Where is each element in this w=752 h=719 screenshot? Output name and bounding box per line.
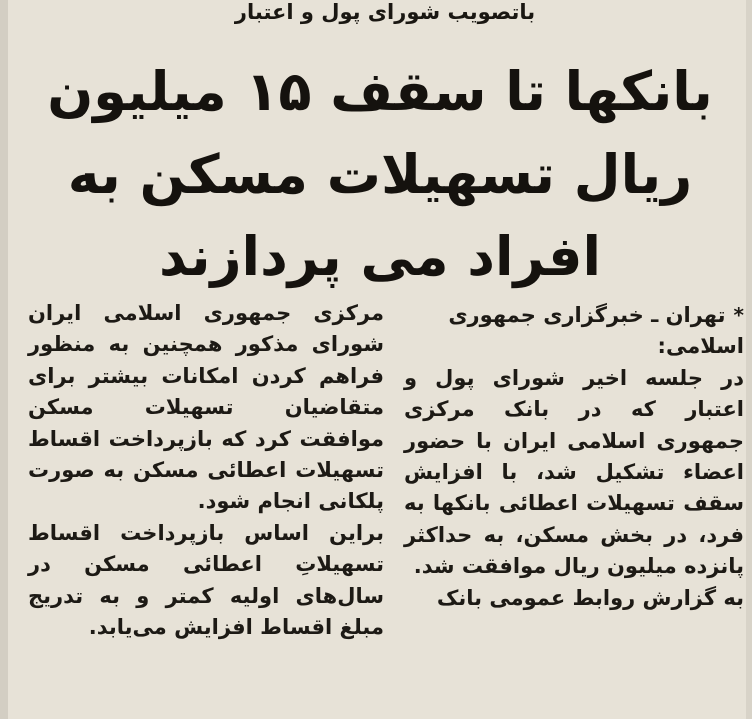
dateline-text: تهران ـ خبرگزاری جمهوری اسلامی: xyxy=(448,303,744,359)
headline-line-3: افراد می پردازند xyxy=(159,225,601,288)
body-paragraph-2: براین اساس بازپرداخت اقساط تسهیلاتِ اعطائی مسکن در سال‌های اولیه کمتر و به تدریج مبلغ اقساط افزایش می‌یابد. xyxy=(28,520,384,640)
kicker-line: باتصویب شورای پول و اعتبار xyxy=(234,0,536,24)
dateline xyxy=(404,300,744,363)
headline-line-2: ریال تسهیلات مسکن به xyxy=(67,143,693,206)
bullet-marker: * xyxy=(733,303,744,327)
headline-line-1: بانکها تا سقف ۱۵ میلیون xyxy=(47,60,713,123)
page-edge-right xyxy=(746,0,752,719)
page-edge-left xyxy=(0,0,8,719)
body-paragraph-1: مرکزی جمهوری اسلامی ایران شورای مذکور همچنین به منظور فراهم کردن امکانات بیشتر برای متقاضیان تسهیلات مسکن موافقت کرد که بازپرداخت اقساط تسهیلات اعطائی مسکن به صورت پلکانی انجام شود. xyxy=(28,301,384,514)
continuation-line: به گزارش روابط عمومی بانک xyxy=(436,585,744,610)
article-column-right xyxy=(404,300,744,614)
article-column-left xyxy=(28,298,384,643)
lead-paragraph: در جلسه اخیر شورای پول و اعتبار که در بانک مرکزی جمهوری اسلامی ایران با حضور اعضاء تشکیل شد، با افزایش سقف تسهیلات اعطائی بانکها به فرد، در بخش مسکن، به حداکثر پانزده میلیون ریال موافقت شد. xyxy=(404,365,744,579)
